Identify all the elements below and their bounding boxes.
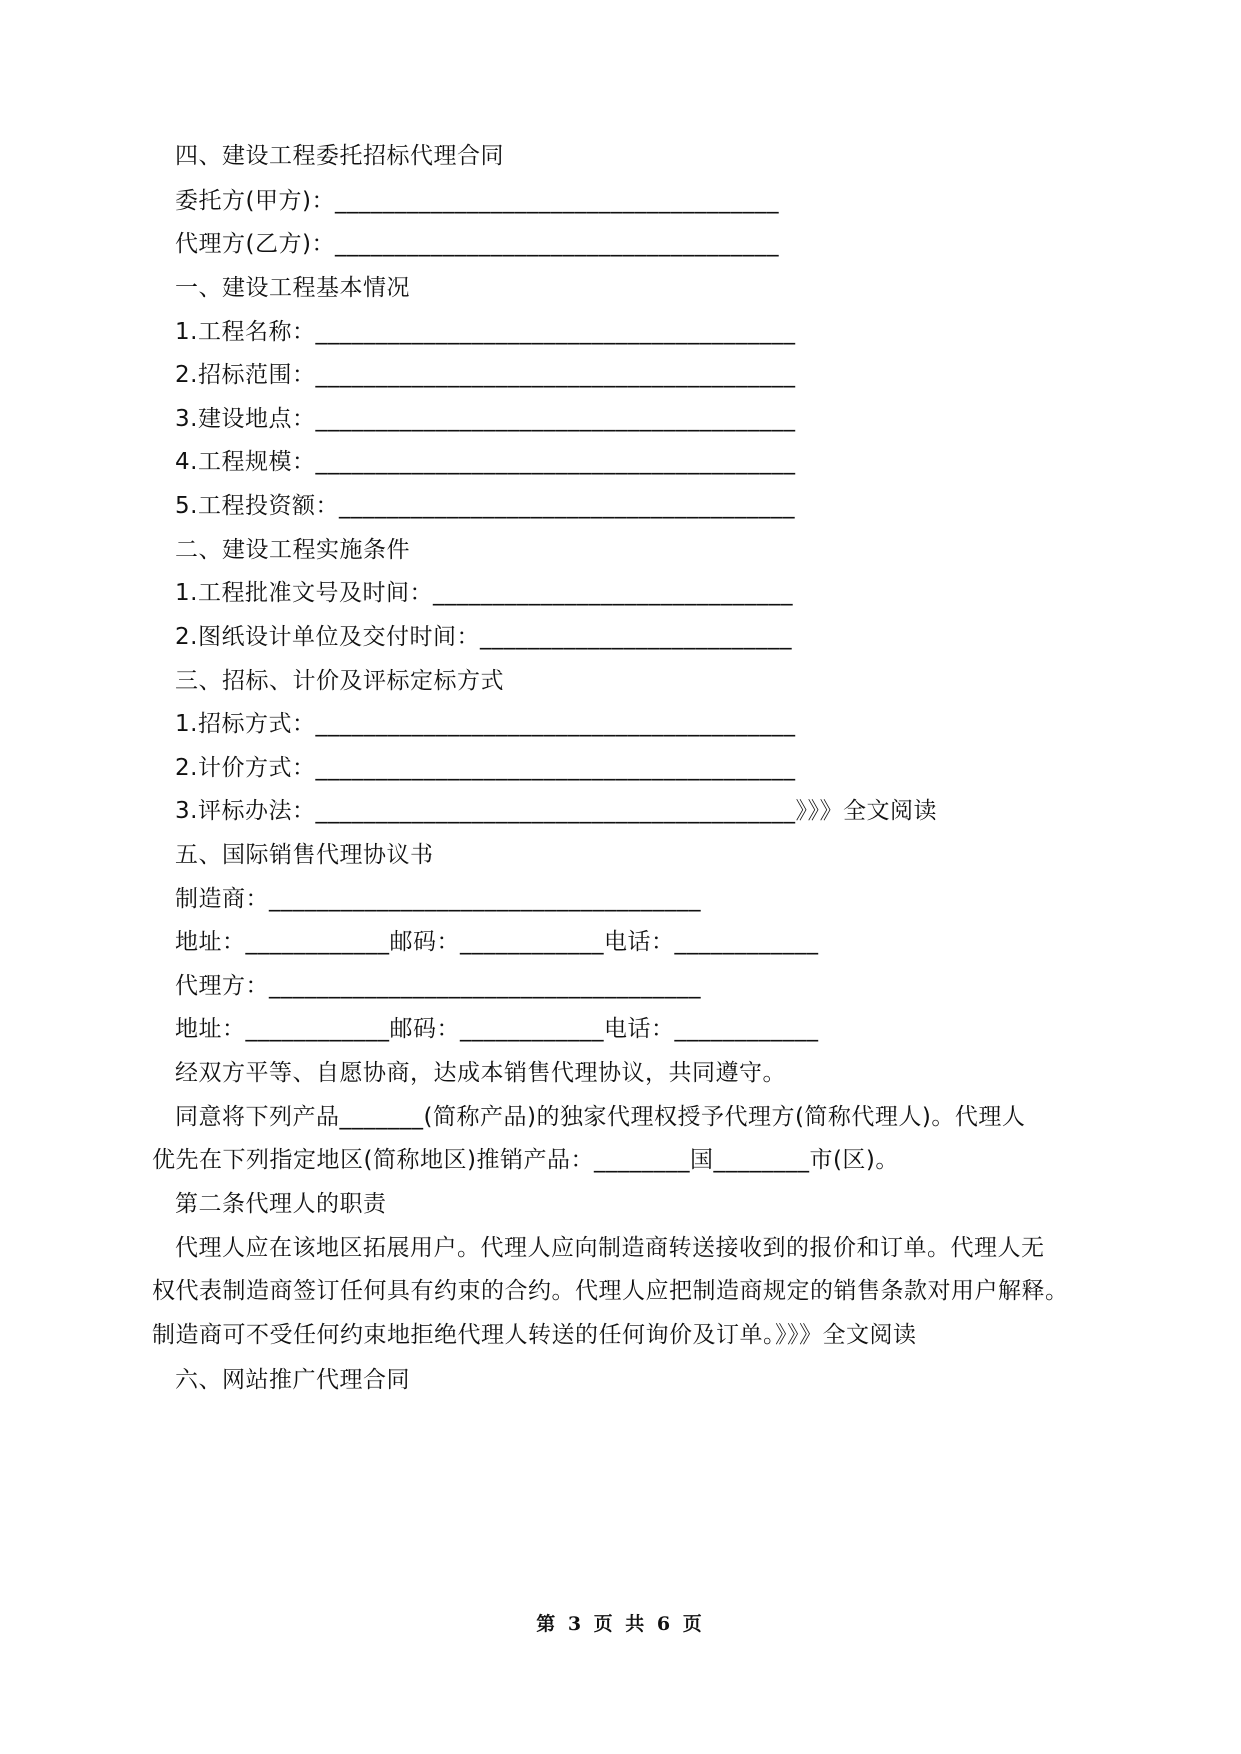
paragraph-duty-1: 代理人应在该地区拓展用户。代理人应向制造商转送接收到的报价和订单。代理人无: [175, 1235, 1045, 1261]
form-field-bid-method: 1.招标方式：________________________________________: [175, 711, 796, 737]
section-heading-1: 一、建设工程基本情况: [175, 275, 410, 301]
section-heading-4: 四、建设工程委托招标代理合同: [175, 143, 504, 169]
paragraph-duty-2: 权代表制造商签订任何具有约束的合约。代理人应把制造商规定的销售条款对用户解释。: [152, 1278, 1069, 1304]
form-field-investment: 5.工程投资额：______________________________________: [175, 493, 795, 519]
paragraph-grant-1: 同意将下列产品_______(简称产品)的独家代理权授予代理方(简称代理人)。代理人: [175, 1104, 1026, 1130]
article-heading-2: 第二条代理人的职责: [175, 1191, 387, 1217]
form-field-project-name: 1.工程名称：________________________________________: [175, 319, 796, 345]
form-field-bid-scope: 2.招标范围：________________________________________: [175, 362, 796, 388]
form-field-agent-2: 代理方：____________________________________: [175, 973, 701, 999]
form-field-approval: 1.工程批准文号及时间：______________________________: [175, 580, 793, 606]
evaluation-text: 3.评标办法：________________________________________: [175, 798, 796, 824]
form-field-scale: 4.工程规模：________________________________________: [175, 449, 796, 475]
paragraph-grant-2: 优先在下列指定地区(简称地区)推销产品：________国________市(区)。: [152, 1147, 899, 1173]
form-field-evaluation: [175, 795, 937, 827]
paragraph-agreement: 经双方平等、自愿协商，达成本销售代理协议，共同遵守。: [175, 1060, 786, 1086]
form-field-principal: 委托方(甲方)：_____________________________________: [175, 188, 779, 214]
form-field-pricing-method: 2.计价方式：________________________________________: [175, 755, 796, 781]
read-more-link[interactable]: 》》》全文阅读: [795, 798, 937, 824]
form-field-drawing-unit: 2.图纸设计单位及交付时间：__________________________: [175, 624, 792, 650]
duty-text: 制造商可不受任何约束地拒绝代理人转送的任何询价及订单。: [152, 1322, 775, 1348]
form-field-site: 3.建设地点：________________________________________: [175, 406, 796, 432]
section-heading-6: 六、网站推广代理合同: [175, 1367, 410, 1393]
section-heading-5: 五、国际销售代理协议书: [175, 842, 434, 868]
form-field-address-1: 地址：____________邮码：____________电话：____________: [175, 929, 819, 955]
read-more-link-2[interactable]: 》》》全文阅读: [775, 1322, 917, 1348]
section-heading-2: 二、建设工程实施条件: [175, 537, 410, 563]
form-field-address-2: 地址：____________邮码：____________电话：____________: [175, 1016, 819, 1042]
section-heading-3: 三、招标、计价及评标定标方式: [175, 668, 504, 694]
form-field-agent: 代理方(乙方)：_____________________________________: [175, 231, 779, 257]
form-field-manufacturer: 制造商：____________________________________: [175, 886, 701, 912]
paragraph-duty-3: [152, 1319, 917, 1351]
page-number-footer: 第 3 页 共 6 页: [536, 1613, 705, 1635]
